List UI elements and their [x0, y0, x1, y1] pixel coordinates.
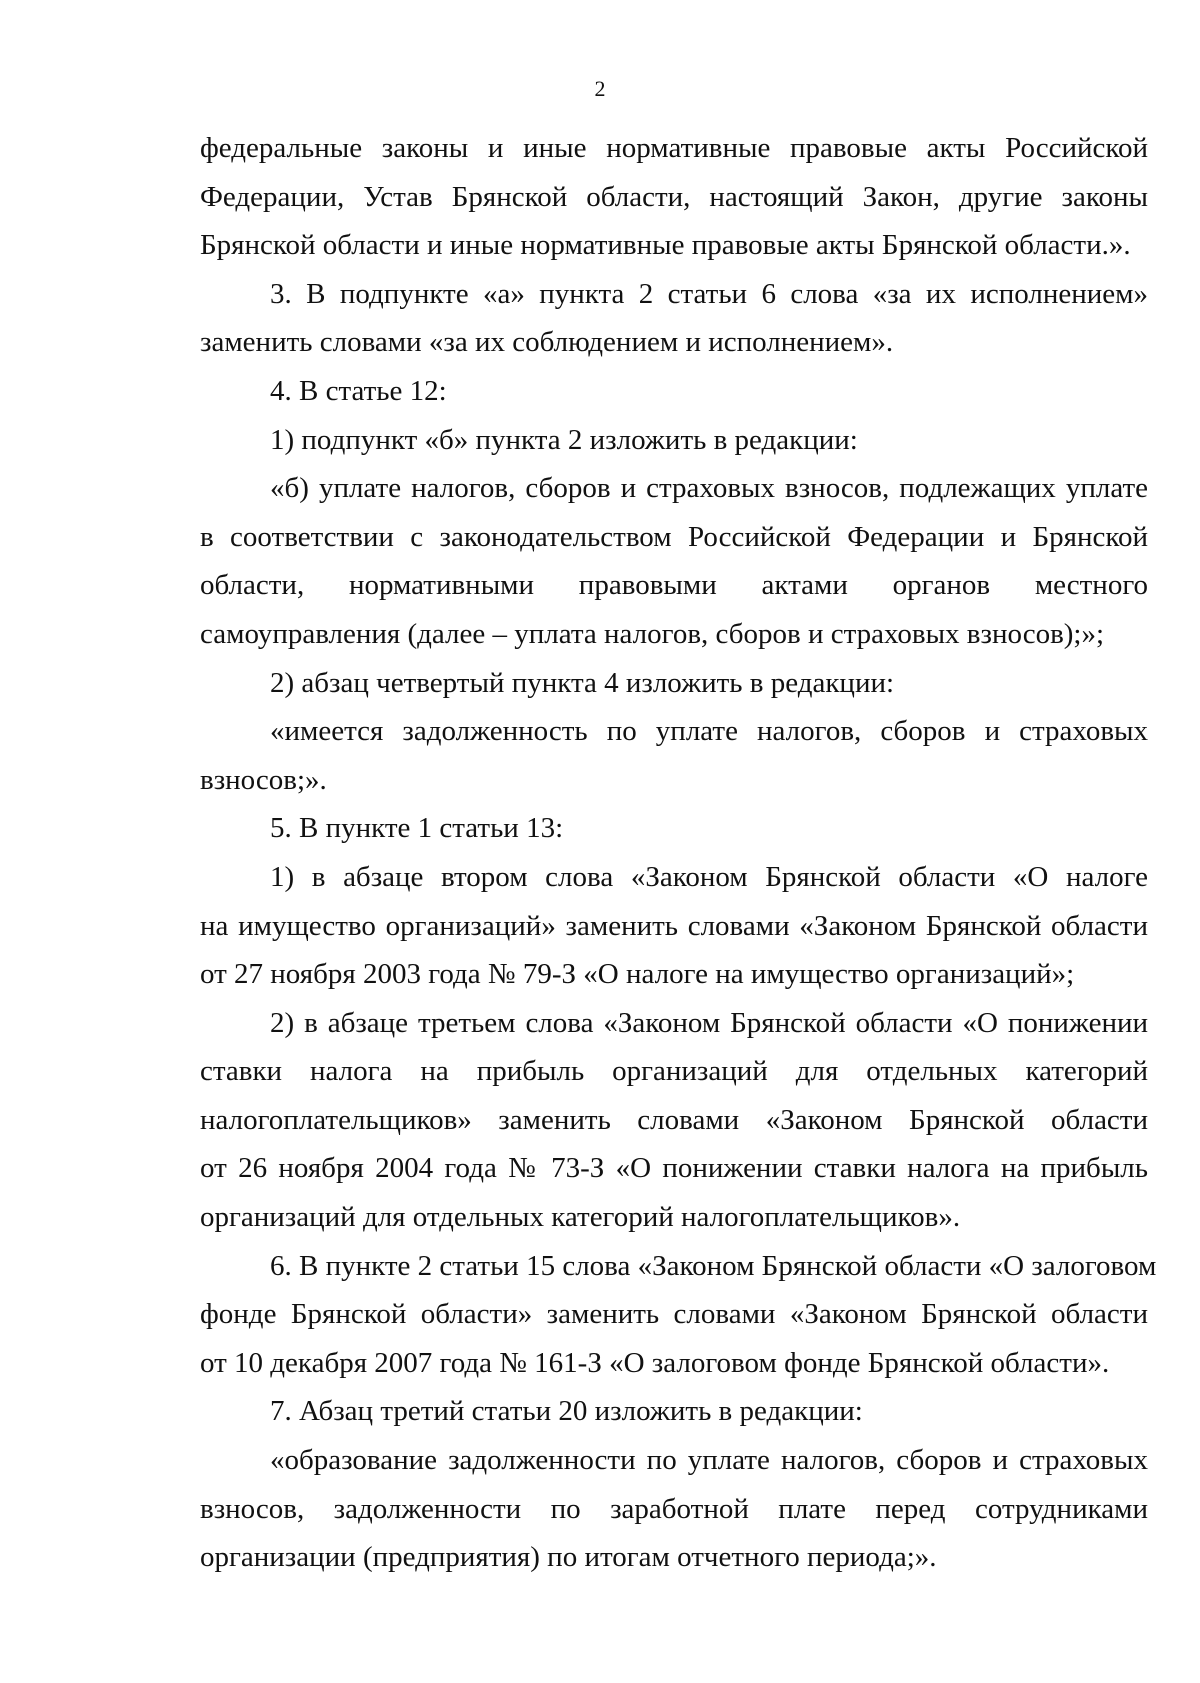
text-line: 1) в абзаце втором слова «Законом Брянской области «О налоге [270, 860, 1148, 893]
text-line: федеральные законы и иные нормативные правовые акты Российской [200, 132, 1148, 164]
text-line: взносов;». [200, 763, 327, 796]
text-line: 5. В пункте 1 статьи 13: [270, 812, 564, 845]
text-line: от 10 декабря 2007 года № 161-З «О залоговом фонде Брянской области». [200, 1346, 1110, 1379]
document-body [200, 124, 1157, 1582]
page-number: 2 [594, 76, 606, 101]
text-line: в соответствии с законодательством Российской Федерации и Брянской [200, 520, 1148, 553]
text-line: взносов, задолженности по заработной плате перед сотрудниками [200, 1492, 1148, 1525]
text-line: ставки налога на прибыль организаций для отдельных категорий [200, 1055, 1148, 1088]
text-line: 6. В пункте 2 статьи 15 слова «Законом Брянской области «О залоговом [270, 1249, 1157, 1282]
text-line: 2) в абзаце третьем слова «Законом Брянской области «О понижении [270, 1006, 1148, 1039]
text-line: «образование задолженности по уплате налогов, сборов и страховых [270, 1444, 1148, 1477]
text-line: 3. В подпункте «а» пункта 2 статьи 6 слова «за их исполнением» [270, 277, 1148, 310]
text-line: области, нормативными правовыми актами органов местного [200, 569, 1148, 602]
text-line: заменить словами «за их соблюдением и исполнением». [200, 326, 894, 359]
text-line: фонде Брянской области» заменить словами «Законом Брянской области [200, 1298, 1148, 1331]
text-line: налогоплательщиков» заменить словами «Законом Брянской области [200, 1103, 1148, 1136]
text-line: от 26 ноября 2004 года № 73-З «О понижении ставки налога на прибыль [200, 1152, 1148, 1185]
text-line: организаций для отдельных категорий налогоплательщиков». [200, 1201, 961, 1234]
text-line: организации (предприятия) по итогам отчетного периода;». [200, 1541, 937, 1574]
text-line: 4. В статье 12: [270, 374, 447, 407]
text-line: на имущество организаций» заменить словами «Законом Брянской области [200, 909, 1148, 942]
text-line: самоуправления (далее – уплата налогов, сборов и страховых взносов);»; [200, 617, 1105, 650]
text-line: 2) абзац четвертый пункта 4 изложить в редакции: [270, 666, 895, 699]
text-line: 7. Абзац третий статьи 20 изложить в редакции: [270, 1395, 863, 1428]
text-line: от 27 ноября 2003 года № 79-З «О налоге на имущество организаций»; [200, 958, 1075, 991]
text-line: Федерации, Устав Брянской области, настоящий Закон, другие законы [200, 180, 1148, 213]
text-line: «имеется задолженность по уплате налогов, сборов и страховых [270, 715, 1148, 748]
text-line: Брянской области и иные нормативные правовые акты Брянской области.». [200, 229, 1131, 262]
text-line: 1) подпункт «б» пункта 2 изложить в редакции: [270, 423, 858, 456]
text-line: «б) уплате налогов, сборов и страховых взносов, подлежащих уплате [270, 472, 1148, 505]
